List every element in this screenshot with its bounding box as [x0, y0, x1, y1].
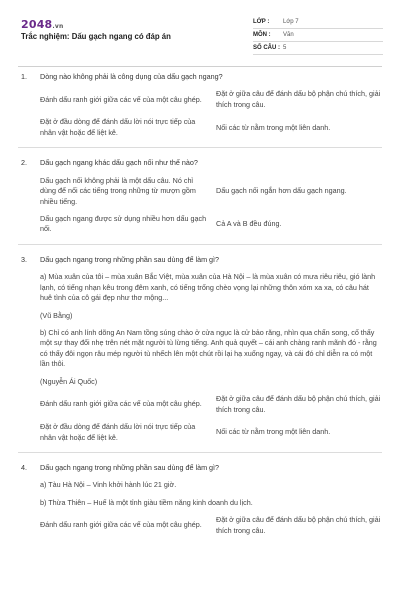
answer-option[interactable]: Cả A và B đều đúng.: [216, 219, 282, 229]
answer-option[interactable]: Nối các từ nằm trong một liên danh.: [216, 427, 331, 437]
question-divider: [18, 244, 382, 245]
header-divider: [18, 66, 382, 67]
question-text: Dòng nào không phải là công dụng của dấu gạch ngang?: [40, 72, 223, 81]
question-divider: [18, 452, 382, 453]
question-text: Dấu gạch ngang khác dấu gạch nối như thế nào?: [40, 158, 198, 168]
question-item: [0, 158, 400, 235]
logo-main: 2048: [21, 18, 53, 31]
meta-value: Lớp 7: [283, 18, 299, 25]
logo-suffix: .vn: [52, 23, 64, 30]
question-number: 3.: [21, 254, 27, 264]
meta-value: Văn: [283, 31, 294, 38]
passage-paragraph: b) Chỉ có anh lính dõng An Nam tồng súng chào ở cửa ngục là cử bảo răng, nhìn qua chấn song, cố thấy một sự thay đổi nhẹ trên nét mặt người tù lừng tiếng. Anh quả quyết – cái anh chàng ranh mãnh đó - rằng có thấy đôi ngọn râu mép người tù nhếch lên một chút rồi lại hạ xuống ngay, và cái đó chỉ diễn ra có một lần thôi.: [40, 328, 377, 369]
answer-option[interactable]: Dấu gạch nối không phải là một dấu câu. Nó chỉ dùng để nối các tiếng trong những từ mượn gồm nhiều tiếng.: [40, 175, 196, 206]
question-text: Dấu gạch ngang trong những phần sau dùng để làm gì?: [40, 254, 220, 264]
passage-paragraph: b) Thừa Thiên – Huế là một tỉnh giàu tiềm năng kinh doanh du lịch.: [40, 497, 253, 507]
answer-option[interactable]: Dấu gạch nối ngắn hơn dấu gạch ngang.: [216, 186, 347, 196]
question-text: Dấu gạch ngang trong những phần sau dùng để làm gì?: [40, 462, 220, 472]
question-number: 1.: [21, 72, 27, 81]
passage-source: (Vũ Bằng): [40, 310, 73, 320]
passage-paragraph: a) Tàu Hà Nội – Vinh khởi hành lúc 21 giờ.: [40, 480, 177, 490]
question-list: [0, 72, 400, 545]
question-item: [0, 463, 400, 536]
answer-option[interactable]: Đặt ở giữa câu để đánh dấu bộ phận chú thích, giải thích trong câu.: [216, 515, 381, 535]
passage-paragraph: a) Mùa xuân của tôi – mùa xuân Bắc Việt, mùa xuân của Hà Nội – là mùa xuân có mưa riêu riêu, gió lành lạnh, có tiếng nhạn kêu trong đêm xanh, có tiếng trống chèo vọng lại những thôn xóm xa xa, có câu hát huê tình của cô gái đẹp như thơ mộng...: [40, 272, 376, 303]
passage-source: (Nguyễn Ái Quốc): [40, 376, 98, 386]
answer-option[interactable]: Đặt ở đầu dòng để đánh dấu lời nói trực tiếp của nhân vật hoặc để liệt kê.: [40, 422, 196, 442]
answer-options: [40, 176, 382, 235]
answer-option[interactable]: Dấu gạch ngang được sử dụng nhiều hơn dấu gạch nối.: [40, 213, 207, 234]
question-number: 4.: [21, 462, 27, 472]
meta-row-count: [253, 42, 383, 55]
page-title: Trắc nghiệm: Dấu gạch ngang có đáp án: [21, 32, 171, 41]
meta-info: [253, 16, 383, 55]
question-number: 2.: [21, 158, 27, 168]
answer-options: [40, 394, 382, 443]
question-item: [0, 255, 400, 443]
answer-option[interactable]: Đánh dấu ranh giới giữa các vế của một câu ghép.: [40, 520, 202, 530]
meta-row-class: [253, 16, 383, 29]
answer-option[interactable]: Đặt ở giữa câu để đánh dấu bộ phận chú thích, giải thích trong câu.: [216, 394, 381, 414]
meta-row-subject: [253, 29, 383, 42]
answer-option[interactable]: Đặt ở đầu dòng để đánh dấu lời nói trực tiếp của nhân vật hoặc để liệt kê.: [40, 117, 196, 137]
meta-key: SỐ CÂU :: [253, 44, 280, 51]
question-divider: [18, 147, 382, 148]
page-header: [0, 0, 400, 64]
answer-option[interactable]: Đánh dấu ranh giới giữa các vế của một câu ghép.: [40, 399, 202, 409]
answer-options: [40, 89, 382, 138]
answer-option[interactable]: Đặt ở giữa câu để đánh dấu bộ phận chú thích, giải thích trong câu.: [216, 89, 381, 109]
question-item: [0, 72, 400, 138]
meta-value: 5: [283, 44, 287, 51]
meta-key: MÔN :: [253, 31, 271, 38]
answer-option[interactable]: Đánh dấu ranh giới giữa các vế của một câu ghép.: [40, 94, 202, 104]
answer-option[interactable]: Nối các từ nằm trong một liên danh.: [216, 122, 331, 132]
answer-options: [40, 515, 382, 536]
meta-key: LỚP :: [253, 18, 270, 25]
